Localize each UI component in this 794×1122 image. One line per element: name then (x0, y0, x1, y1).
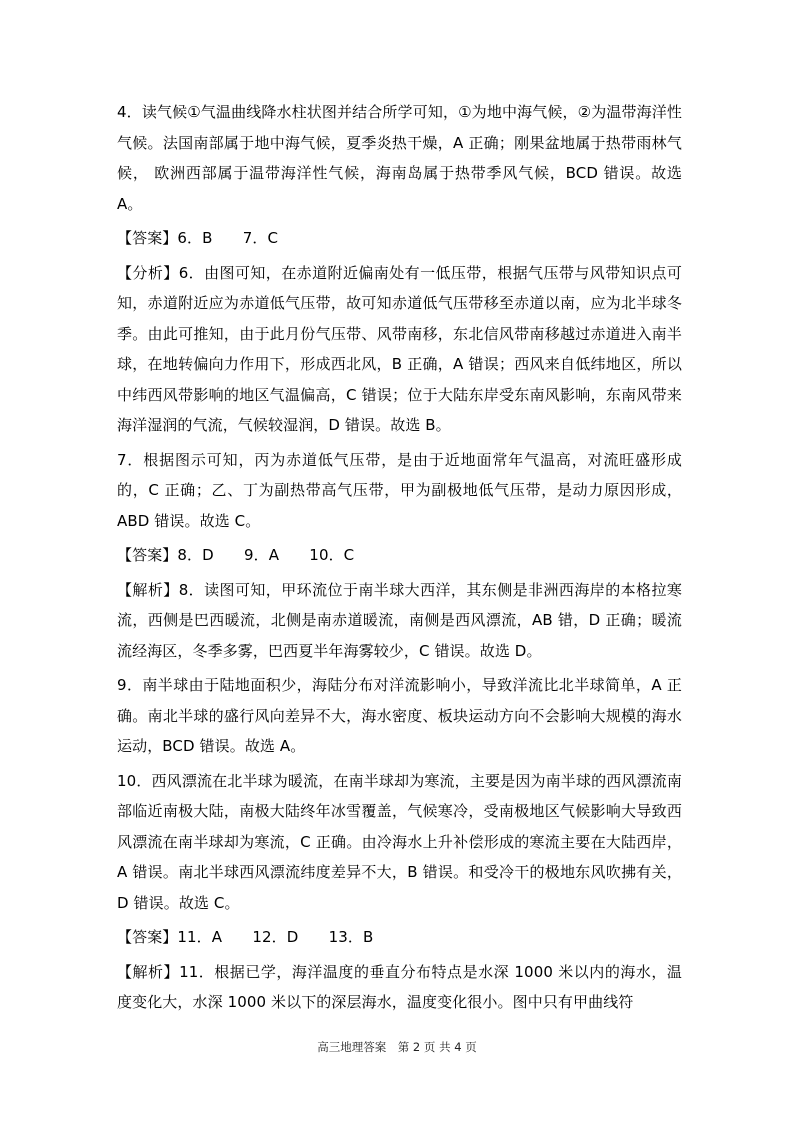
answer-8-10: 【答案】8．D 9．A 10．C (117, 546, 355, 564)
answer-11-13: 【答案】11．A 12．D 13．B (117, 928, 374, 946)
paragraph-q9: 9．南半球由于陆地面积少，海陆分布对洋流影响小，导致洋流比北半球简单，A 正确。南北半球的盛行风向差异不大，海水密度、板块运动方向不会影响大规模的海水运动，BCD 错误。故选 A。 (117, 676, 682, 755)
page-footer: 高三地理答案 第 2 页 共 4 页 (317, 1040, 477, 1054)
analysis-q6: 【分析】6．由图可知，在赤道附近偏南处有一低压带，根据气压带与风带知识点可知，赤道附近应为赤道低气压带，故可知赤道低气压带移至赤道以南，应为北半球冬季。由此可推知，由于此月份气压带、风带南移，东北信风带南移越过赤道进入南半球，在地转偏向力作用下，形成西北风，B 正确，A 错误；西风来自低纬地区，所以中纬西风带影响的地区气温偏高，C 错误；位于大陆东岸受东南风影响，东南风带来海洋湿润的气流，气候较湿润，D 错误。故选 B。 (117, 263, 682, 434)
answer-body (117, 97, 682, 1022)
paragraph-q10: 10．西风漂流在北半球为暖流，在南半球却为寒流，主要是因为南半球的西风漂流南部临近南极大陆，南极大陆终年冰雪覆盖，气候寒冷，受南极地区气候影响大导致西风漂流在南半球却为寒流，C 正确。由冷海水上升补偿形成的寒流主要在大陆西岸，A 错误。南北半球西风漂流纬度差异不大，B 错误。和受冷干的极地东风吹拂有关，D 错误。故选 C。 (117, 771, 682, 912)
explanation-q11: 【解析】11．根据已学，海洋温度的垂直分布特点是水深 1000 米以内的海水，温度变化大，水深 1000 米以下的深层海水，温度变化很小。图中只有甲曲线符 (117, 962, 682, 1011)
paragraph-q7: 7．根据图示可知，丙为赤道低气压带，是由于近地面常年气温高，对流旺盛形成的，C 正确；乙、丁为副热带高气压带，甲为副极地低气压带，是动力原因形成，ABD 错误。故选 C。 (117, 450, 682, 530)
answer-6-7: 【答案】6．B 7．C (117, 229, 279, 247)
explanation-q8: 【解析】8．读图可知，甲环流位于南半球大西洋，其东侧是非洲西海岸的本格拉寒流，西侧是巴西暖流，北侧是南赤道暖流，南侧是西风漂流，AB 错，D 正确；暖流流经海区，冬季多雾，巴西夏半年海雾较少，C 错误。故选 D。 (117, 580, 682, 660)
paragraph-q4: 4．读气候①气温曲线降水柱状图并结合所学可知，①为地中海气候，②为温带海洋性气候。法国南部属于地中海气候，夏季炎热干燥，A 正确；刚果盆地属于热带雨林气候， 欧洲西部属于温带海洋性气候，海南岛属于热带季风气候，BCD 错误。故选 A。 (117, 103, 682, 213)
